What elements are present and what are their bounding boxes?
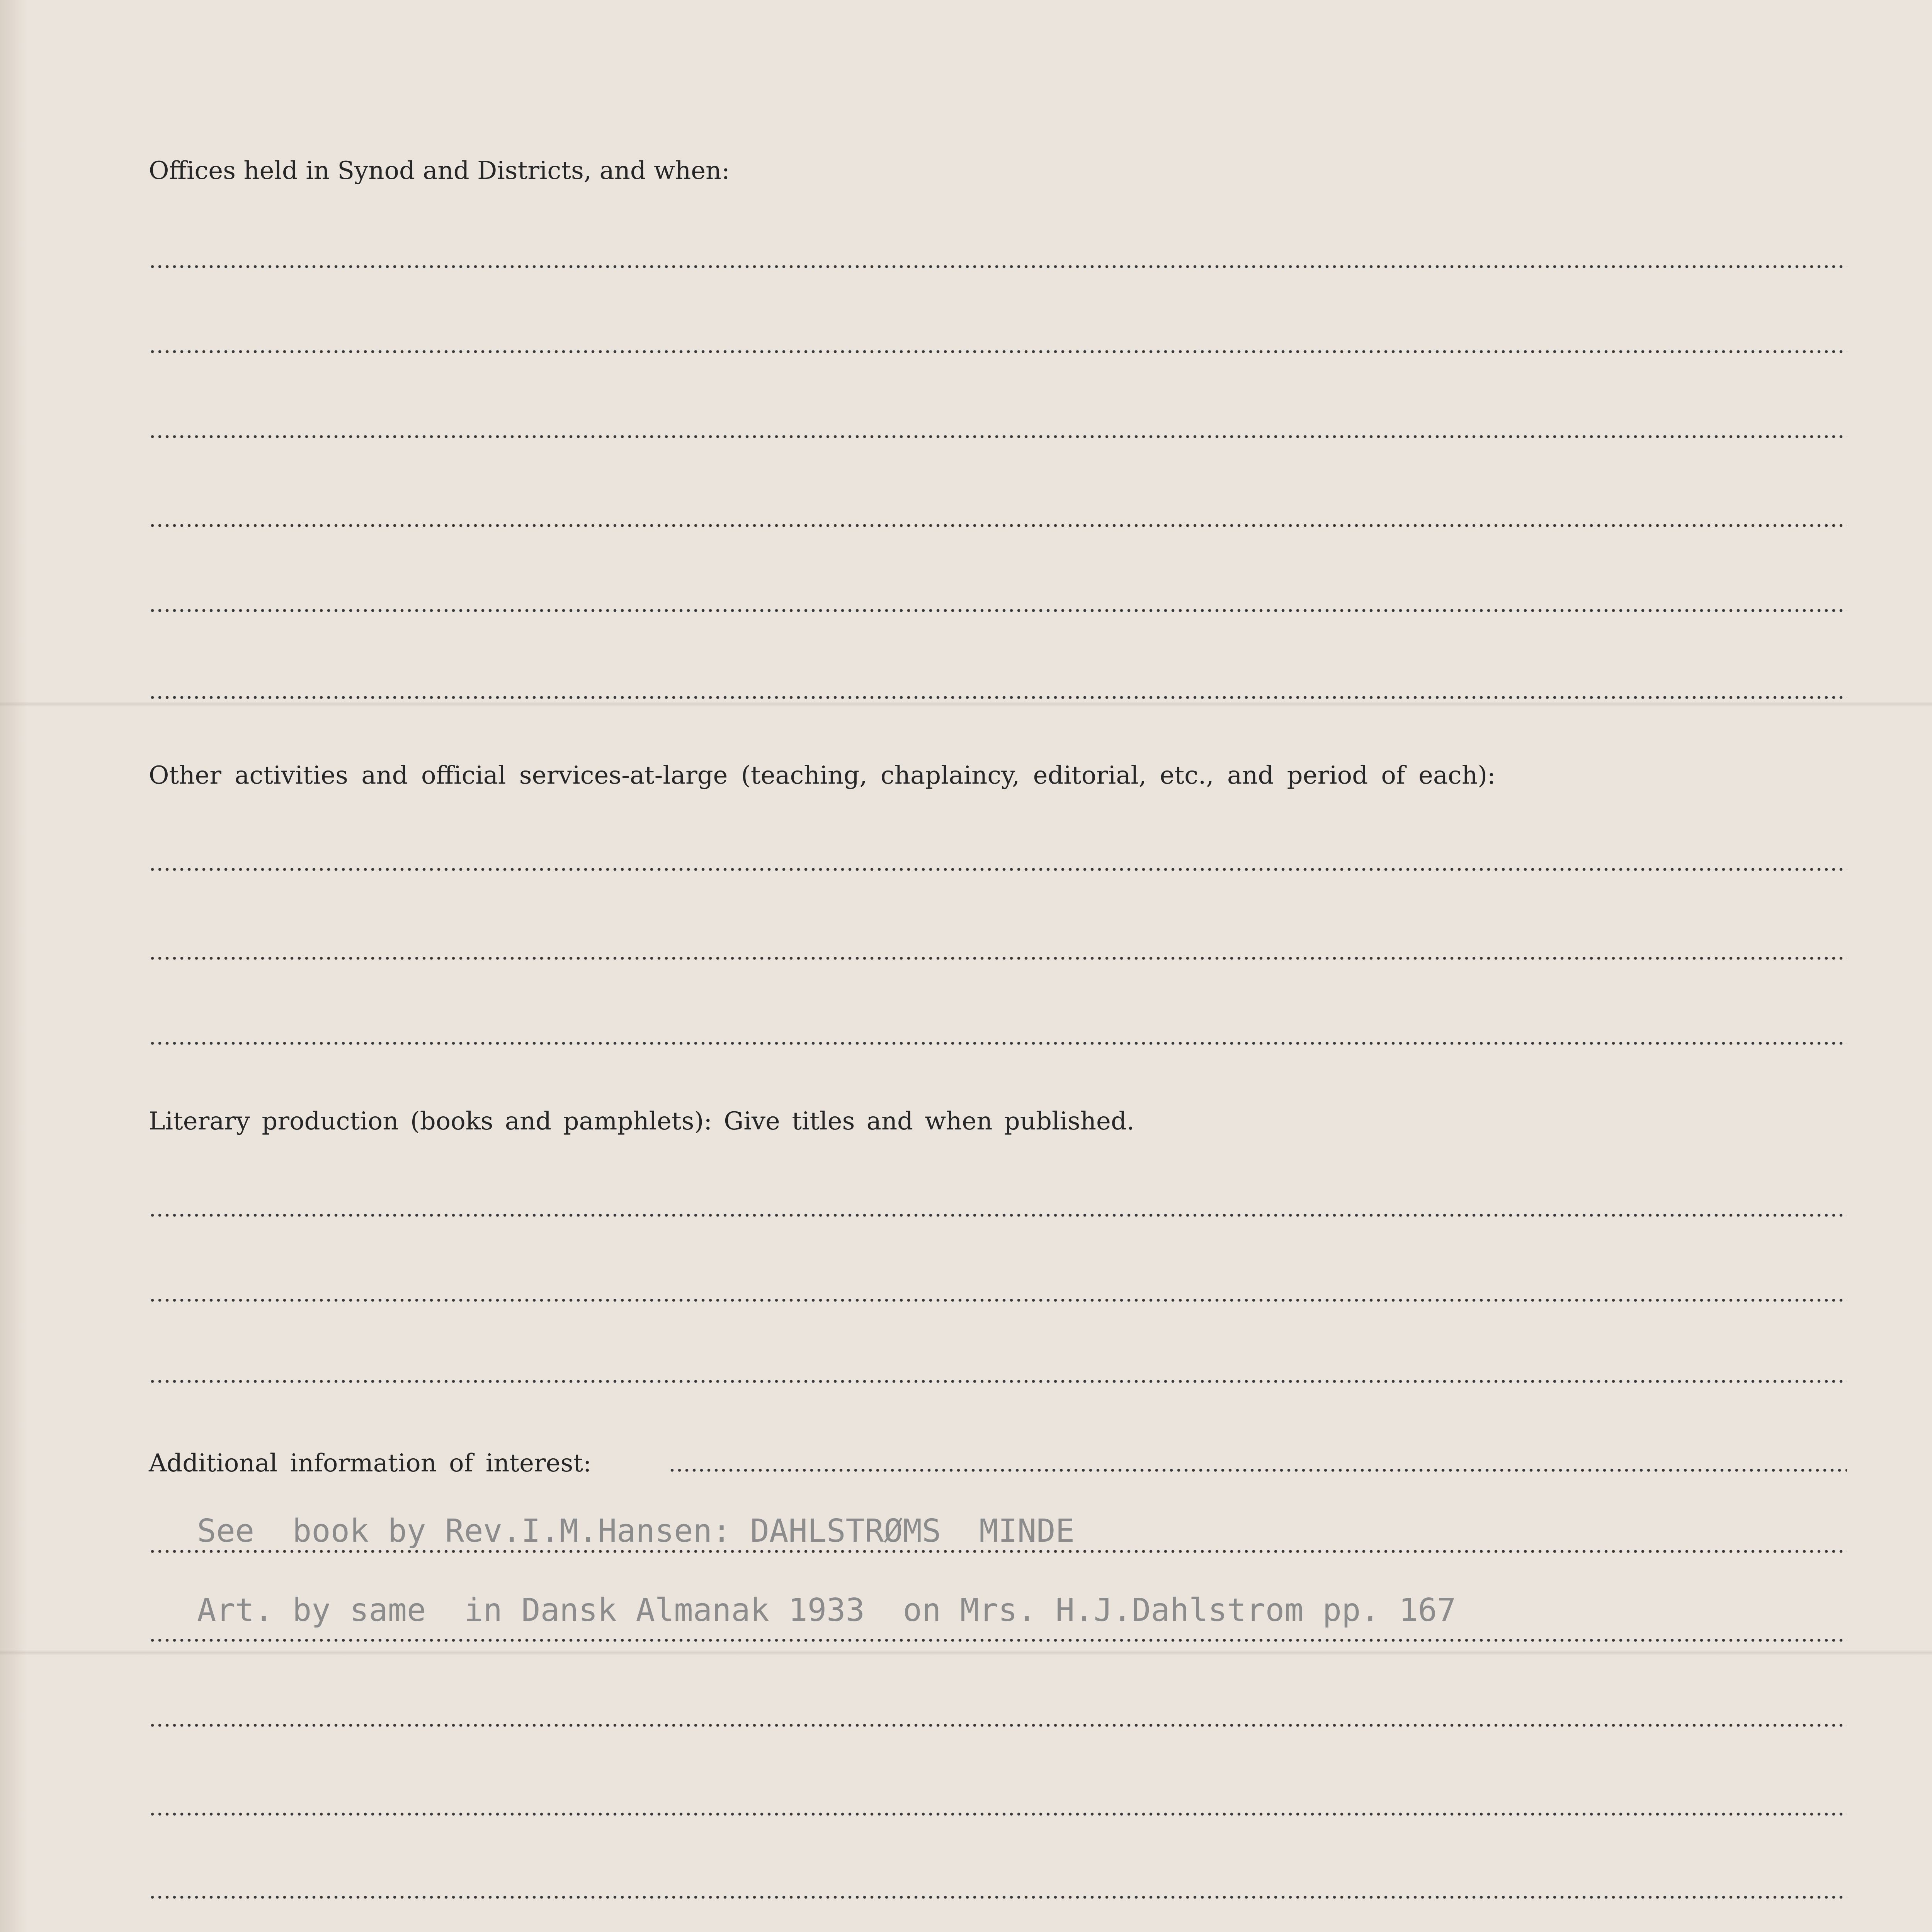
additional-line-0[interactable] bbox=[668, 1468, 1847, 1472]
offices-line-4[interactable] bbox=[149, 524, 1847, 527]
additional-line-3[interactable] bbox=[149, 1723, 1847, 1727]
literary-line-2[interactable] bbox=[149, 1298, 1847, 1302]
offices-line-6[interactable] bbox=[149, 696, 1847, 699]
paper-fold-lower bbox=[0, 1650, 1932, 1655]
activities-line-1[interactable] bbox=[149, 867, 1847, 871]
offices-line-5[interactable] bbox=[149, 609, 1847, 612]
typed-entry-1: See book by Rev.I.M.Hansen: DAHLSTRØMS MINDE bbox=[197, 1513, 1075, 1549]
additional-line-5[interactable] bbox=[149, 1895, 1847, 1899]
paper-fold-upper bbox=[0, 701, 1932, 707]
activities-line-3[interactable] bbox=[149, 1041, 1847, 1045]
additional-label: Additional information of interest: bbox=[149, 1449, 592, 1478]
offices-line-1[interactable] bbox=[149, 265, 1847, 269]
literary-line-3[interactable] bbox=[149, 1379, 1847, 1383]
offices-line-3[interactable] bbox=[149, 435, 1847, 439]
literary-label: Literary production (books and pamphlets): Give titles and when published. bbox=[149, 1107, 1135, 1136]
additional-line-2[interactable] bbox=[149, 1638, 1847, 1642]
offices-label: Offices held in Synod and Districts, and when: bbox=[149, 156, 730, 185]
offices-line-2[interactable] bbox=[149, 350, 1847, 354]
additional-line-1[interactable] bbox=[149, 1549, 1847, 1553]
activities-line-2[interactable] bbox=[149, 956, 1847, 960]
typed-entry-2: Art. by same in Dansk Almanak 1933 on Mrs. H.J.Dahlstrom pp. 167 bbox=[197, 1592, 1456, 1629]
additional-line-4[interactable] bbox=[149, 1812, 1847, 1816]
literary-line-1[interactable] bbox=[149, 1213, 1847, 1217]
paper-edge-shading bbox=[0, 0, 27, 1932]
activities-label: Other activities and official services-at-large (teaching, chaplaincy, editorial, etc., and period of each): bbox=[149, 761, 1496, 790]
